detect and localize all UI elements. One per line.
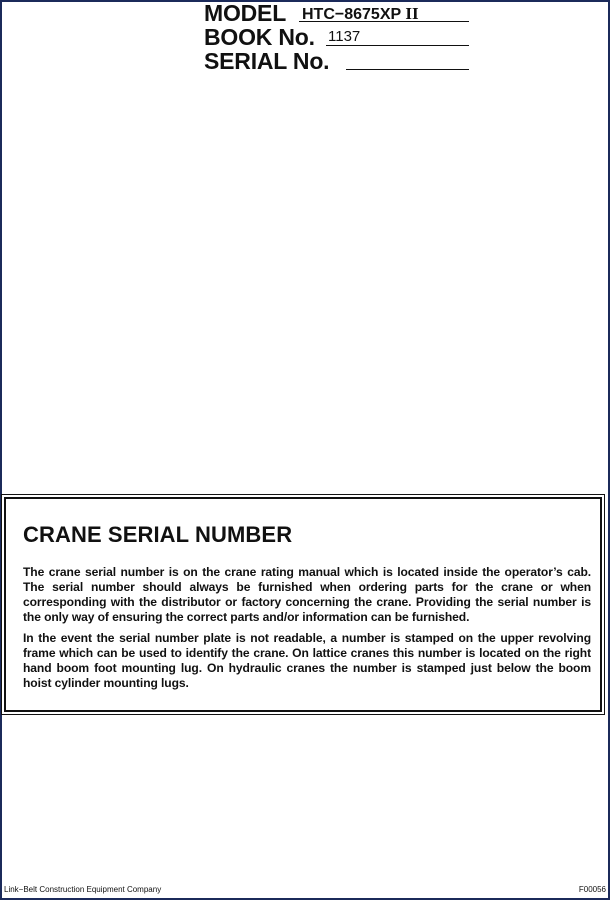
- book-value: 1137: [328, 28, 361, 45]
- footer-code: F00056: [578, 885, 606, 894]
- footer-company: Link−Belt Construction Equipment Company: [4, 885, 162, 894]
- model-suffix: II: [405, 4, 419, 23]
- serial-field-line: [346, 49, 469, 70]
- serial-label: SERIAL No.: [204, 48, 330, 74]
- model-number: HTC−8675XP: [302, 6, 401, 23]
- model-value: [302, 5, 419, 24]
- book-label: BOOK No.: [204, 24, 315, 50]
- model-label: MODEL: [204, 0, 287, 26]
- serial-number-notice-box: [4, 497, 602, 712]
- notice-paragraph-2: In the event the serial number plate is not readable, a number is stamped on the upper revolving frame which can be used to identify the crane. On lattice cranes this number is located on the right hand boom foot mounting lug. On hydraulic cranes the number is stamped just below the boom hoist cylinder mounting lugs.: [23, 631, 591, 690]
- notice-paragraph-1: The crane serial number is on the crane rating manual which is located inside the operator’s cab. The serial number should always be furnished when ordering parts for the crane or when corresponding with the distributor or factory concerning the crane. Providing the serial number is the only way of ensuring the correct parts and/or information can be furnished.: [23, 565, 591, 624]
- notice-title: CRANE SERIAL NUMBER: [23, 522, 293, 547]
